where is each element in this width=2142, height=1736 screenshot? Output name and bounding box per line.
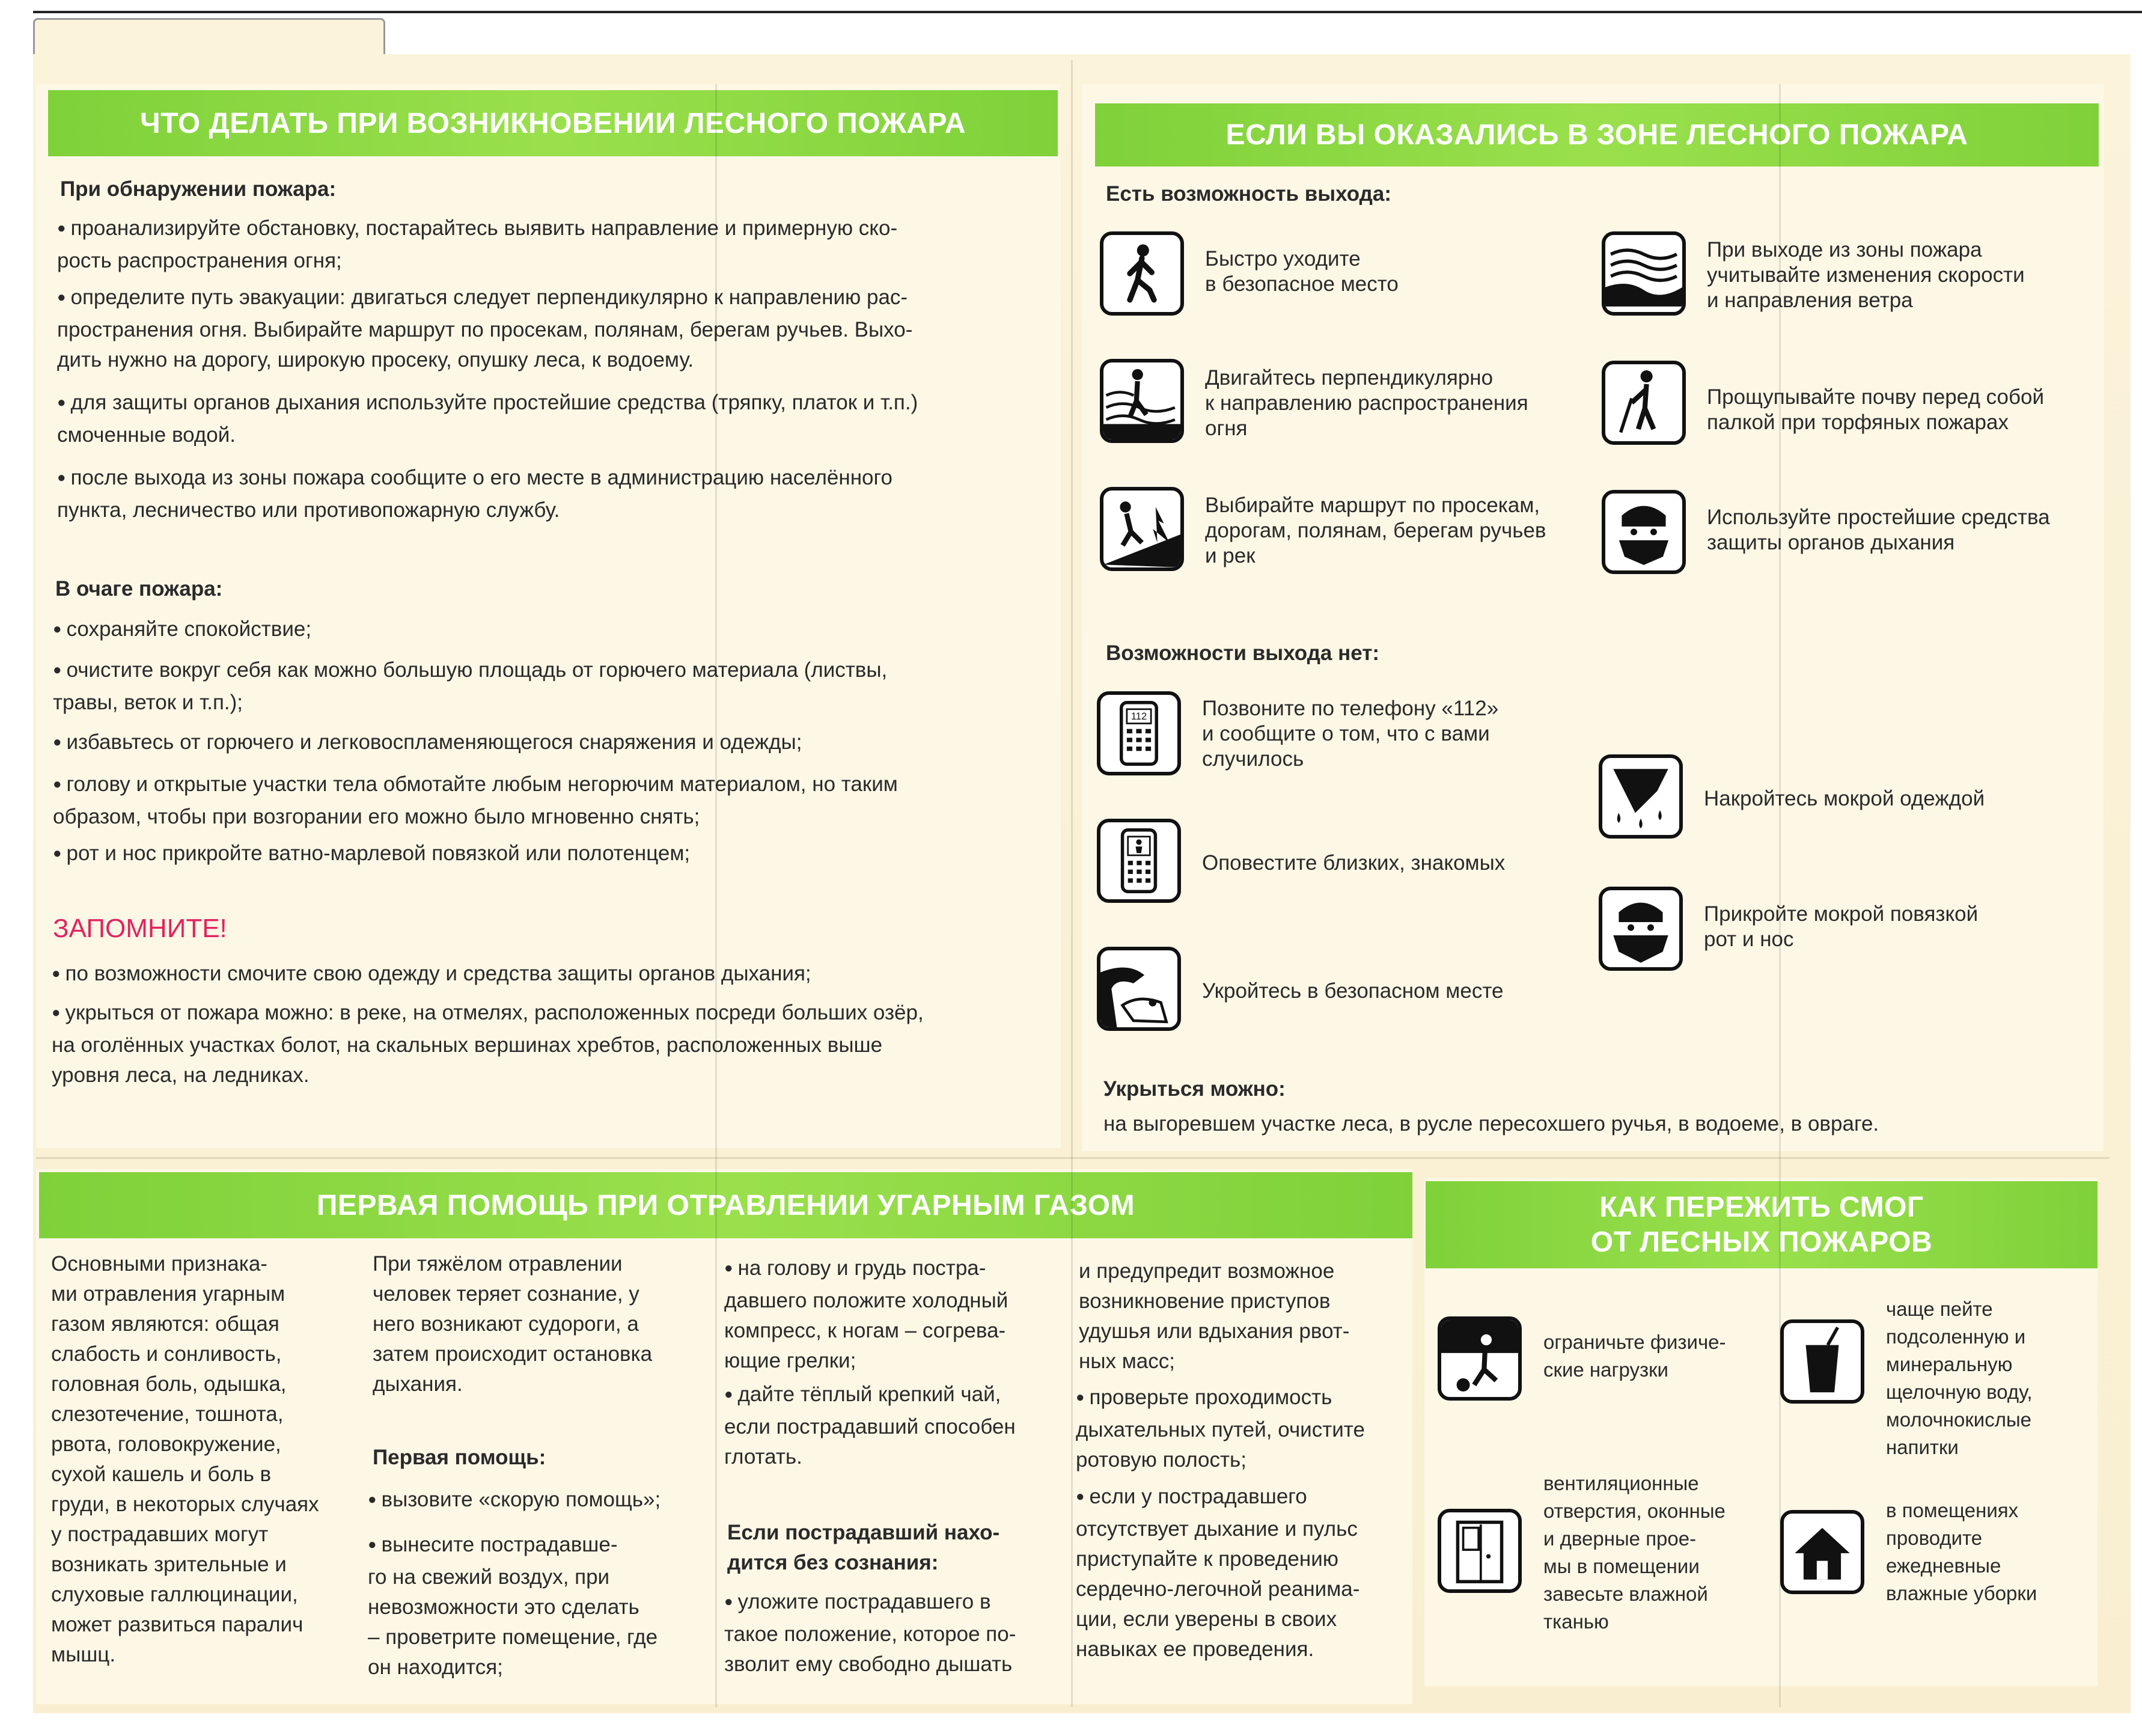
column-line: слезотечение, тошнота, bbox=[51, 1402, 284, 1426]
fold-line bbox=[1779, 84, 1781, 1707]
icon-caption bbox=[1886, 1497, 2084, 1607]
drink-glass-icon-graphic bbox=[1784, 1323, 1861, 1400]
top-edge-line bbox=[33, 11, 2142, 13]
phone-112-icon bbox=[1097, 691, 1181, 775]
person-with-stick-icon bbox=[1602, 361, 1686, 445]
person-fleeing-fire-icon-graphic bbox=[1103, 491, 1180, 567]
icon-caption bbox=[1543, 1470, 1748, 1636]
column-line: возникновение приступов bbox=[1079, 1289, 1331, 1313]
bullet-line: сохраняйте спокойствие; bbox=[66, 617, 312, 641]
focus-heading: В очаге пожара: bbox=[55, 577, 223, 601]
icon-caption-line: палкой при торфяных пожарах bbox=[1707, 411, 2009, 434]
icon-caption bbox=[1886, 1295, 2084, 1461]
icon-caption-line: влажные уборки bbox=[1886, 1582, 2037, 1604]
icon-caption bbox=[1704, 902, 2076, 952]
icon-caption-line: Укройтесь в безопасном месте bbox=[1202, 979, 1504, 1003]
column-line: может развиться паралич bbox=[51, 1613, 304, 1636]
person-crossing-waves-icon-graphic bbox=[1103, 362, 1180, 439]
bullet-item bbox=[52, 998, 1061, 1090]
icon-caption-line: ограничьте физиче- bbox=[1543, 1331, 1726, 1353]
column-line: удушья или вдыхания рвот- bbox=[1079, 1319, 1350, 1343]
icon-caption bbox=[1704, 786, 2076, 811]
bullet-line: дить нужно на дорогу, широкую просеку, опушку леса, к водоему. bbox=[57, 348, 694, 371]
bullet-line: проверьте проходимость bbox=[1089, 1386, 1332, 1409]
bullet-item bbox=[52, 959, 1061, 991]
icon-caption bbox=[1205, 493, 1578, 569]
wind-icon bbox=[1602, 231, 1686, 316]
detect-heading: При обнаружении пожара: bbox=[60, 177, 337, 201]
walking-person-icon-graphic bbox=[1103, 235, 1180, 312]
bullet-item bbox=[1076, 1482, 1412, 1664]
wet-cloth-icon-graphic bbox=[1602, 758, 1679, 835]
bullet-line: уложите пострадавшего в bbox=[737, 1590, 991, 1613]
fold-line bbox=[715, 84, 717, 1707]
icon-caption-line: завесьте влажной bbox=[1543, 1583, 1708, 1605]
column-line: слуховые галлюцинации, bbox=[51, 1583, 298, 1606]
column-line: возникать зрительные и bbox=[51, 1553, 287, 1576]
column-line: мышц. bbox=[51, 1643, 116, 1666]
column-line: головная боль, одышка, bbox=[51, 1372, 287, 1396]
svg-text:112: 112 bbox=[1130, 711, 1147, 723]
icon-caption-line: Оповестите близких, знакомых bbox=[1202, 851, 1506, 875]
icon-caption-line: Быстро уходите bbox=[1205, 247, 1361, 270]
column-line: сухой кашель и боль в bbox=[51, 1462, 272, 1486]
bullet-item bbox=[368, 1485, 704, 1517]
icon-caption-line: и сообщите о том, что с вами bbox=[1202, 722, 1490, 745]
icon-caption-line: Используйте простейшие средства bbox=[1707, 506, 2050, 529]
column-line: дыхания. bbox=[373, 1372, 463, 1396]
face-mask-icon bbox=[1602, 490, 1686, 574]
icon-caption-line: Двигайтесь перпендикулярно bbox=[1205, 366, 1494, 390]
panel-fire-title: ЧТО ДЕЛАТЬ ПРИ ВОЗНИКНОВЕНИИ ЛЕСНОГО ПОЖАРА bbox=[48, 90, 1058, 156]
icon-caption-line: тканью bbox=[1543, 1610, 1609, 1633]
icon-caption-line: защиты органов дыхания bbox=[1707, 531, 1955, 554]
icon-caption-line: Накройтесь мокрой одеждой bbox=[1704, 787, 1985, 810]
icon-caption bbox=[1202, 696, 1575, 772]
icon-caption-line: проводите bbox=[1886, 1527, 1983, 1549]
icon-caption-line: щелочную воду, bbox=[1886, 1381, 2033, 1403]
bullet-line: на голову и грудь постра- bbox=[737, 1256, 986, 1280]
exit-heading: Есть возможность выхода: bbox=[1106, 182, 1392, 206]
phone-112-icon-graphic bbox=[1100, 695, 1177, 772]
icon-caption-line: дорогам, полянам, берегам ручьев bbox=[1205, 519, 1546, 542]
exercise-icon-graphic bbox=[1441, 1320, 1518, 1397]
icon-caption-line: Прикройте мокрой повязкой bbox=[1704, 902, 1979, 926]
bullet-item bbox=[53, 614, 1063, 647]
heading-line: дится без сознания: bbox=[727, 1551, 939, 1574]
icon-caption-line: молочнокислые bbox=[1886, 1408, 2032, 1431]
bullet-line: определите путь эвакуации: двигаться следует перпендикулярно к направлению рас- bbox=[70, 286, 908, 309]
icon-caption-line: и дверные прое- bbox=[1543, 1527, 1697, 1550]
icon-caption bbox=[1202, 851, 1575, 876]
window-door-icon bbox=[1438, 1509, 1522, 1593]
icon-caption-line: чаще пейте bbox=[1886, 1298, 1993, 1320]
bullet-line: пункта, лесничество или противопожарную службу. bbox=[57, 498, 560, 522]
column-line: рвота, головокружение, bbox=[51, 1432, 281, 1456]
bullet-line: го на свежий воздух, при bbox=[368, 1565, 610, 1589]
icon-caption bbox=[1202, 979, 1575, 1004]
bullet-item bbox=[53, 727, 1063, 760]
icon-caption-line: минеральную bbox=[1886, 1353, 2013, 1375]
fold-line bbox=[36, 1157, 2110, 1159]
first-aid-heading: Первая помощь: bbox=[373, 1446, 546, 1469]
bullet-line: если пострадавший способен bbox=[724, 1415, 1016, 1438]
icon-caption-line: отверстия, оконные bbox=[1543, 1500, 1726, 1522]
icon-caption bbox=[1205, 246, 1578, 297]
heading-line: Если пострадавший нахо- bbox=[727, 1521, 1000, 1544]
bullet-item bbox=[1076, 1383, 1412, 1475]
smog-title-line: КАК ПЕРЕЖИТЬ СМОГ bbox=[1599, 1191, 1924, 1223]
panel-gas-title: ПЕРВАЯ ПОМОЩЬ ПРИ ОТРАВЛЕНИИ УГАРНЫМ ГАЗОМ bbox=[39, 1172, 1412, 1238]
icon-caption-line: и направления ветра bbox=[1707, 289, 1913, 312]
exercise-icon bbox=[1438, 1316, 1522, 1401]
bullet-item bbox=[368, 1530, 704, 1683]
hide-text: на выгоревшем участке леса, в русле пересохшего ручья, в водоеме, в овраге. bbox=[1103, 1112, 1879, 1135]
column-line: затем происходит остановка bbox=[373, 1342, 653, 1366]
icon-caption bbox=[1205, 365, 1578, 441]
bullet-line: укрыться от пожара можно: в реке, на отмелях, расположенных посреди больших озёр, bbox=[65, 1001, 924, 1024]
bullet-line: отсутствует дыхание и пульс bbox=[1076, 1517, 1358, 1541]
bullet-line: он находится; bbox=[368, 1655, 503, 1679]
bullet-item bbox=[53, 839, 1063, 871]
icon-caption-line: и рек bbox=[1205, 544, 1256, 567]
smog-title-line: ОТ ЛЕСНЫХ ПОЖАРОВ bbox=[1590, 1226, 1933, 1258]
window-door-icon-graphic bbox=[1441, 1512, 1518, 1589]
house-icon-graphic bbox=[1784, 1514, 1861, 1591]
bullet-item bbox=[53, 769, 1063, 832]
bullet-line: приступайте к проведению bbox=[1076, 1547, 1339, 1571]
column-line: слабость и сонливость, bbox=[51, 1342, 282, 1366]
icon-caption-line: в помещениях bbox=[1886, 1499, 2019, 1521]
bullet-line: если у пострадавшего bbox=[1089, 1485, 1307, 1508]
bullet-line: образом, чтобы при возгорании его можно было мгновенно снять; bbox=[53, 805, 700, 828]
icon-caption-line: Выбирайте маршрут по просекам, bbox=[1205, 494, 1540, 517]
column-line: Основными признака- bbox=[51, 1252, 267, 1276]
bullet-line: ющие грелки; bbox=[724, 1349, 856, 1372]
column-line: и предупредит возможное bbox=[1079, 1259, 1335, 1283]
bullet-line: давшего положите холодный bbox=[724, 1289, 1008, 1312]
icon-caption-line: мы в помещении bbox=[1543, 1555, 1700, 1577]
bullet-line: очистите вокруг себя как можно большую площадь от горючего материала (листвы, bbox=[66, 658, 888, 682]
unconscious-heading bbox=[727, 1518, 999, 1578]
bullet-line: – проветрите помещение, где bbox=[368, 1625, 658, 1649]
bullet-line: сердечно-легочной реанима- bbox=[1076, 1577, 1360, 1601]
bullet-line: для защиты органов дыхания используйте простейшие средства (тряпку, платок и т.п.) bbox=[70, 391, 918, 414]
icon-caption-line: огня bbox=[1205, 417, 1248, 440]
bullet-line: глотать. bbox=[724, 1445, 802, 1469]
icon-caption bbox=[1707, 385, 2092, 435]
bullet-item bbox=[57, 388, 1067, 450]
face-bandage-icon-graphic bbox=[1602, 890, 1679, 967]
bullet-item bbox=[53, 655, 1063, 718]
bullet-line: избавьтесь от горючего и легковоспламеняющегося снаряжения и одежды; bbox=[66, 730, 802, 754]
icon-caption-line: учитывайте изменения скорости bbox=[1707, 263, 2025, 287]
bullet-line: дыхательных путей, очистите bbox=[1076, 1418, 1365, 1441]
column-line: ми отравления угарным bbox=[51, 1282, 285, 1306]
bullet-line: дайте тёплый крепкий чай, bbox=[737, 1383, 1001, 1406]
bullet-line: вызовите «скорую помощь»; bbox=[381, 1488, 661, 1511]
face-mask-icon-graphic bbox=[1605, 494, 1682, 570]
gas-column-4 bbox=[1079, 1256, 1403, 1377]
drink-glass-icon bbox=[1780, 1319, 1864, 1404]
icon-caption-line: При выходе из зоны пожара bbox=[1707, 238, 1982, 261]
walking-person-icon bbox=[1100, 231, 1184, 316]
house-icon bbox=[1780, 1510, 1864, 1594]
bullet-line: смоченные водой. bbox=[57, 423, 236, 447]
icon-caption-line: рот и нос bbox=[1704, 928, 1794, 951]
icon-caption bbox=[1707, 505, 2092, 555]
bullet-line: на оголённых участках болот, на скальных вершинах хребтов, расположенных выше bbox=[52, 1033, 883, 1057]
remember-heading: ЗАПОМНИТЕ! bbox=[53, 914, 227, 943]
gas-column-2 bbox=[373, 1249, 697, 1399]
bullet-line: уровня леса, на ледниках. bbox=[52, 1063, 310, 1087]
fold-line bbox=[1071, 60, 1073, 1707]
icon-caption bbox=[1707, 237, 2092, 313]
person-fleeing-fire-icon bbox=[1100, 487, 1184, 571]
bullet-line: навыках ее проведения. bbox=[1076, 1637, 1314, 1661]
bullet-line: ротовую полость; bbox=[1076, 1448, 1246, 1472]
column-line: человек теряет сознание, у bbox=[373, 1282, 639, 1306]
bullet-line: ции, если уверены в своих bbox=[1076, 1607, 1337, 1631]
icon-caption-line: случилось bbox=[1202, 747, 1304, 771]
icon-caption-line: вентиляционные bbox=[1543, 1472, 1699, 1494]
icon-caption-line: подсоленную и bbox=[1886, 1325, 2026, 1348]
icon-caption-line: к направлению распространения bbox=[1205, 391, 1528, 415]
panel-zone-title: ЕСЛИ ВЫ ОКАЗАЛИСЬ В ЗОНЕ ЛЕСНОГО ПОЖАРА bbox=[1095, 103, 2099, 167]
icon-caption-line: ские нагрузки bbox=[1543, 1359, 1668, 1381]
shelter-icon-graphic bbox=[1100, 950, 1177, 1027]
person-crossing-waves-icon bbox=[1100, 359, 1184, 443]
bullet-item bbox=[724, 1380, 1061, 1472]
hide-heading: Укрыться можно: bbox=[1103, 1077, 1286, 1101]
bullet-item bbox=[57, 463, 1067, 525]
bullet-line: компресс, к ногам – согрева- bbox=[724, 1319, 1006, 1342]
column-line: ных масс; bbox=[1079, 1349, 1175, 1373]
bullet-line: зволит ему свободно дышать bbox=[724, 1652, 1013, 1676]
paper-tab bbox=[33, 18, 385, 59]
bullet-line: голову и открытые участки тела обмотайте любым негорючим материалом, но таким bbox=[66, 772, 898, 796]
bullet-line: после выхода из зоны пожара сообщите о его месте в администрацию населённого bbox=[70, 466, 892, 489]
icon-caption-line: Позвоните по телефону «112» bbox=[1202, 697, 1499, 720]
wind-icon-graphic bbox=[1605, 235, 1682, 312]
bullet-line: пространения огня. Выбирайте маршрут по просекам, полянам, берегам ручьев. Выхо- bbox=[57, 318, 913, 341]
gas-column-1 bbox=[51, 1249, 352, 1670]
icon-caption-line: ежедневные bbox=[1886, 1554, 2001, 1577]
column-line: него возникают судороги, а bbox=[373, 1312, 639, 1336]
bullet-line: по возможности смочите свою одежду и средства защиты органов дыхания; bbox=[65, 962, 811, 985]
bullet-line: вынесите пострадавше- bbox=[381, 1533, 618, 1556]
icon-caption bbox=[1543, 1328, 1730, 1384]
icon-caption-line: Прощупывайте почву перед собой bbox=[1707, 385, 2045, 409]
bullet-line: проанализируйте обстановку, постарайтесь выявить направление и примерную ско- bbox=[70, 216, 898, 240]
column-line: у пострадавших могут bbox=[51, 1523, 269, 1546]
person-with-stick-icon-graphic bbox=[1605, 364, 1682, 441]
bullet-item bbox=[724, 1587, 1061, 1679]
bullet-line: невозможности это сделать bbox=[368, 1595, 639, 1619]
bullet-line: рот и нос прикройте ватно-марлевой повязкой или полотенцем; bbox=[66, 842, 691, 865]
wet-cloth-icon bbox=[1599, 754, 1683, 839]
bullet-item bbox=[724, 1253, 1061, 1376]
column-line: газом являются: общая bbox=[51, 1312, 279, 1336]
face-bandage-icon bbox=[1599, 887, 1683, 971]
mobile-phone-icon-graphic bbox=[1100, 822, 1177, 899]
bullet-line: травы, веток и т.п.); bbox=[53, 691, 243, 714]
icon-caption-line: в безопасное место bbox=[1205, 272, 1399, 296]
column-line: При тяжёлом отравлении bbox=[373, 1252, 623, 1276]
shelter-icon bbox=[1097, 947, 1181, 1031]
bullet-line: рость распространения огня; bbox=[57, 249, 342, 272]
bullet-line: такое положение, которое по- bbox=[724, 1622, 1016, 1646]
column-line: груди, в некоторых случаях bbox=[51, 1493, 319, 1516]
bullet-item bbox=[57, 283, 1067, 375]
icon-caption-line: напитки bbox=[1886, 1436, 1959, 1458]
panel-smog-title bbox=[1426, 1181, 2098, 1268]
bullet-item bbox=[57, 213, 1067, 276]
mobile-phone-icon bbox=[1097, 819, 1181, 903]
noexit-heading: Возможности выхода нет: bbox=[1106, 641, 1380, 665]
